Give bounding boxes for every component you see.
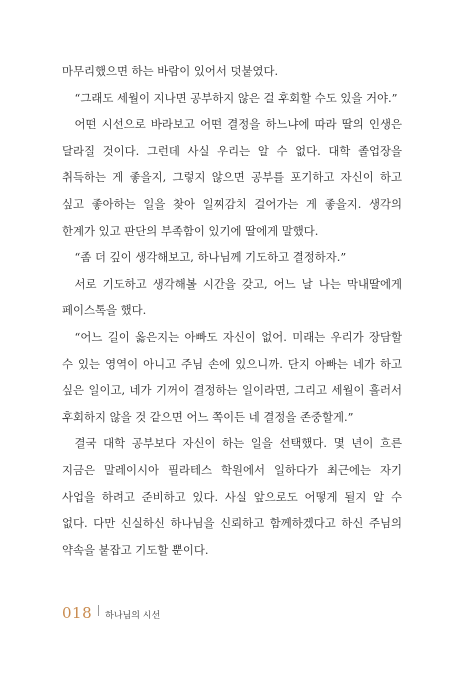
footer-divider [98, 605, 99, 616]
paragraph: 어떤 시선으로 바라보고 어떤 결정을 하느냐에 따라 딸의 인생은 달라질 것이다. 그런데 사실 우리는 알 수 없다. 대학 졸업장을 취득하는 게 좋을지, 그렇지 않으면 공부를 포기하고 자신이 하고 싶고 좋아하는 일을 찾아 일찌감치 걸어가는 게 좋을지. 생각의 한계가 있고 판단의 부족함이 있기에 딸에게 말했다. [62, 117, 402, 238]
page-footer [62, 604, 160, 622]
paragraph: “좀 더 깊이 생각해보고, 하나님께 기도하고 결정하자.” [74, 250, 347, 265]
paragraph: 결국 대학 공부보다 자신이 하는 일을 선택했다. 몇 년이 흐른 지금은 말레이시아 필라테스 학원에서 일하다가 최근에는 자기 사업을 하려고 준비하고 있다. 사실 앞으로도 어떻게 될지 알 수 없다. 다만 신실하신 하나님을 신뢰하고 함께하겠다고 하신 주님의 약속을 붙잡고 기도할 뿐이다. [62, 436, 402, 557]
running-title: 하나님의 시선 [105, 611, 161, 621]
paragraph: 마무리했으면 하는 바람이 있어서 덧붙였다. [62, 64, 279, 78]
paragraph: 서로 기도하고 생각해볼 시간을 갖고, 어느 날 나는 막내딸에게 페이스톡을 했다. [62, 276, 402, 318]
paragraph: “그래도 세월이 지나면 공부하지 않은 걸 후회할 수도 있을 거야.” [74, 90, 398, 105]
page-number: 018 [62, 604, 93, 622]
body-text [62, 58, 402, 563]
paragraph: “어느 길이 옳은지는 아빠도 자신이 없어. 미래는 우리가 장담할 수 있는 영역이 아니고 주님 손에 있으니까. 단지 아빠는 네가 하고 싶은 일이고, 네가 기꺼이 결정하는 일이라면, 그리고 세월이 흘러서 후회하지 않을 것 같으면 어느 쪽이든 네 결정을 존중할게.” [62, 329, 402, 424]
